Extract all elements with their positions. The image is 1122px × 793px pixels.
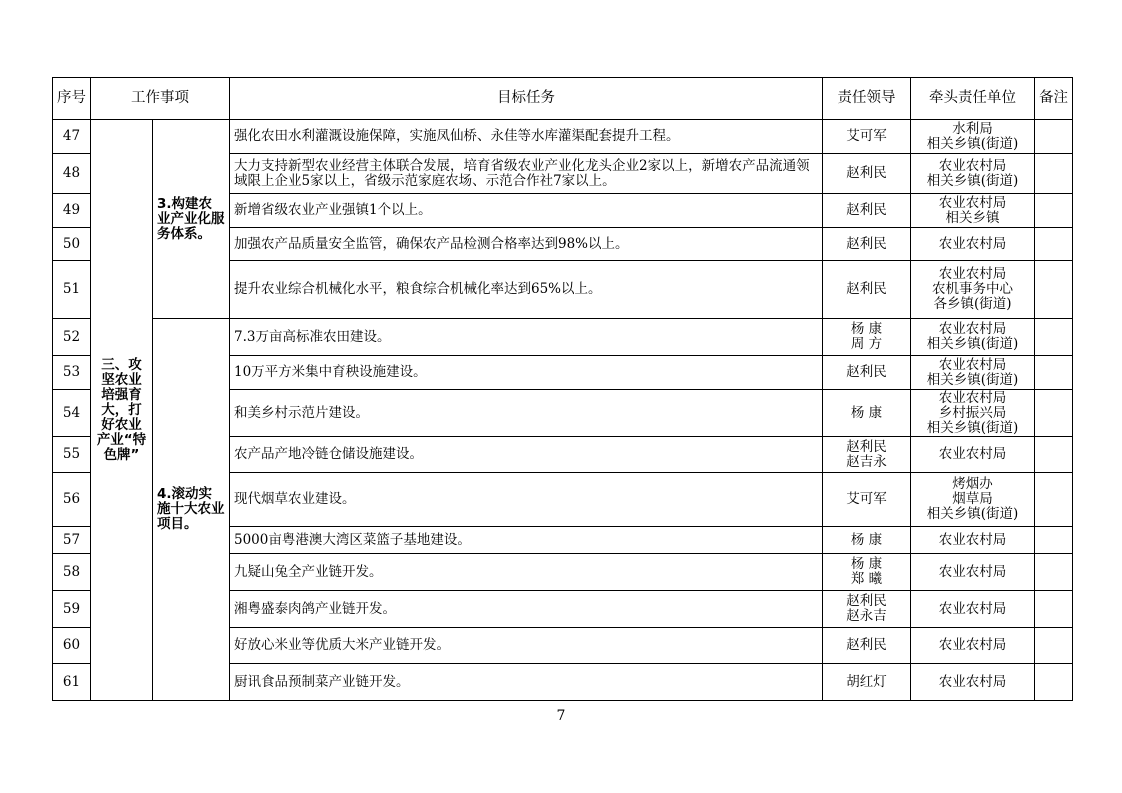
leader-cell [823,228,911,261]
row-number: 58 [53,554,91,591]
task-cell: 新增省级农业产业强镇1个以上。 [230,194,823,228]
unit-cell [911,228,1035,261]
task-cell: 大力支持新型农业经营主体联合发展，培育省级农业产业化龙头企业2家以上，新增农产品流通领域限上企业5家以上，省级示范家庭农场、示范合作社7家以上。 [230,154,823,194]
row-number: 52 [53,319,91,356]
unit-cell [911,120,1035,154]
remark-cell [1035,664,1073,701]
leader-cell [823,437,911,473]
row-number: 53 [53,356,91,390]
leader-name: 周 方 [850,336,883,352]
leader-cell [823,554,911,591]
leader-name: 赵吉永 [846,453,887,470]
row-number: 60 [53,628,91,664]
leader-name: 赵利民 [846,235,887,252]
row-number: 51 [53,261,91,319]
unit-name: 烤烟办 [952,476,993,492]
remark-cell [1035,437,1073,473]
unit-name: 水利局 [952,120,993,137]
row-number: 49 [53,194,91,228]
leader-cell [823,154,911,194]
leader-name: 赵利民 [846,202,887,218]
task-cell: 好放心米业等优质大米产业链开发。 [230,628,823,664]
unit-name: 农业农村局 [938,194,1007,211]
unit-name: 各乡镇(街道) [933,296,1012,312]
unit-cell [911,154,1035,194]
unit-cell [911,261,1035,319]
remark-cell [1035,356,1073,390]
unit-name: 农业农村局 [938,673,1007,690]
leader-name: 艾可军 [846,491,887,507]
task-cell: 7.3万亩高标准农田建设。 [230,319,823,356]
unit-cell [911,554,1035,591]
task-table [52,77,1073,701]
table-row [53,120,1073,154]
leader-name: 杨 康 [850,321,883,337]
subcategory-4-cell: 4.滚动实施十大农业项目。 [153,319,230,701]
leader-name: 艾可军 [846,128,887,144]
unit-name: 相关乡镇(街道) [926,506,1019,522]
category-cell: 三、攻坚农业培强育大，打好农业产业“特色牌” [91,120,153,701]
leader-name: 赵利民 [846,165,887,181]
remark-cell [1035,591,1073,628]
task-cell: 九疑山兔全产业链开发。 [230,554,823,591]
header-task: 目标任务 [230,78,823,120]
remark-cell [1035,154,1073,194]
leader-cell [823,194,911,228]
leader-cell [823,390,911,437]
leader-name: 赵利民 [846,364,887,380]
remark-cell [1035,228,1073,261]
unit-name: 烟草局 [952,491,993,507]
unit-cell [911,664,1035,701]
header-remark: 备注 [1035,78,1073,120]
leader-cell [823,261,911,319]
unit-name: 农业农村局 [938,157,1007,174]
row-number: 55 [53,437,91,473]
row-number: 54 [53,390,91,437]
leader-cell [823,120,911,154]
unit-cell [911,628,1035,664]
remark-cell [1035,120,1073,154]
header-unit: 牵头责任单位 [911,78,1035,120]
leader-name: 杨 康 [850,404,883,421]
leader-name: 杨 康 [850,531,883,548]
header-item: 工作事项 [91,78,230,120]
leader-name: 赵永吉 [846,608,887,624]
task-cell: 和美乡村示范片建设。 [230,390,823,437]
remark-cell [1035,473,1073,527]
row-number: 48 [53,154,91,194]
unit-name: 农业农村局 [938,321,1007,337]
header-row [53,78,1073,120]
header-leader: 责任领导 [823,78,911,120]
leader-name: 赵利民 [846,281,887,297]
task-cell: 厨讯食品预制菜产业链开发。 [230,664,823,701]
unit-cell [911,437,1035,473]
task-cell: 农产品产地冷链仓储设施建设。 [230,437,823,473]
unit-name: 相关乡镇(街道) [926,419,1019,436]
unit-cell [911,473,1035,527]
unit-cell [911,390,1035,437]
row-number: 56 [53,473,91,527]
task-cell: 湘粤盛泰肉鸽产业链开发。 [230,591,823,628]
unit-name: 相关乡镇(街道) [926,336,1019,352]
unit-name: 农业农村局 [938,356,1007,373]
unit-name: 农业农村局 [938,446,1007,462]
unit-name: 农业农村局 [938,531,1007,548]
unit-name: 农业农村局 [938,235,1007,252]
leader-name: 赵利民 [846,593,887,609]
leader-name: 赵利民 [846,637,887,653]
leader-name: 赵利民 [846,438,887,455]
task-cell: 现代烟草农业建设。 [230,473,823,527]
leader-cell [823,591,911,628]
unit-name: 农业农村局 [938,637,1007,653]
unit-cell [911,591,1035,628]
remark-cell [1035,554,1073,591]
subcategory-3-cell: 3.构建农业产业化服务体系。 [153,120,230,319]
unit-cell [911,319,1035,356]
row-number: 61 [53,664,91,701]
leader-name: 郑 曦 [850,571,883,587]
row-number: 59 [53,591,91,628]
remark-cell [1035,261,1073,319]
task-cell: 5000亩粤港澳大湾区菜篮子基地建设。 [230,527,823,554]
leader-cell [823,664,911,701]
unit-cell [911,356,1035,390]
unit-name: 相关乡镇 [945,209,1000,226]
leader-cell [823,356,911,390]
task-cell: 强化农田水利灌溉设施保障，实施凤仙桥、永佳等水库灌渠配套提升工程。 [230,120,823,154]
row-number: 57 [53,527,91,554]
remark-cell [1035,194,1073,228]
leader-name: 杨 康 [850,556,883,572]
task-cell: 10万平方米集中育秧设施建设。 [230,356,823,390]
remark-cell [1035,527,1073,554]
unit-cell [911,194,1035,228]
header-seq: 序号 [53,78,91,120]
leader-cell [823,473,911,527]
row-number: 47 [53,120,91,154]
task-cell: 提升农业综合机械化水平，粮食综合机械化率达到65%以上。 [230,261,823,319]
unit-name: 农机事务中心 [932,281,1013,297]
leader-cell [823,628,911,664]
remark-cell [1035,628,1073,664]
unit-name: 农业农村局 [938,266,1007,282]
leader-cell [823,527,911,554]
page-number: 7 [556,708,566,724]
remark-cell [1035,390,1073,437]
remark-cell [1035,319,1073,356]
unit-name: 相关乡镇(街道) [926,371,1019,388]
unit-name: 农业农村局 [938,600,1007,617]
unit-name: 相关乡镇(街道) [926,172,1019,189]
leader-name: 胡红灯 [846,673,887,690]
task-cell: 加强农产品质量安全监管，确保农产品检测合格率达到98%以上。 [230,228,823,261]
unit-name: 农业农村局 [938,389,1007,406]
leader-cell [823,319,911,356]
unit-name: 农业农村局 [938,563,1007,580]
row-number: 50 [53,228,91,261]
unit-name: 相关乡镇(街道) [926,135,1019,152]
unit-name: 乡村振兴局 [938,404,1007,421]
table-row [53,319,1073,356]
unit-cell [911,527,1035,554]
